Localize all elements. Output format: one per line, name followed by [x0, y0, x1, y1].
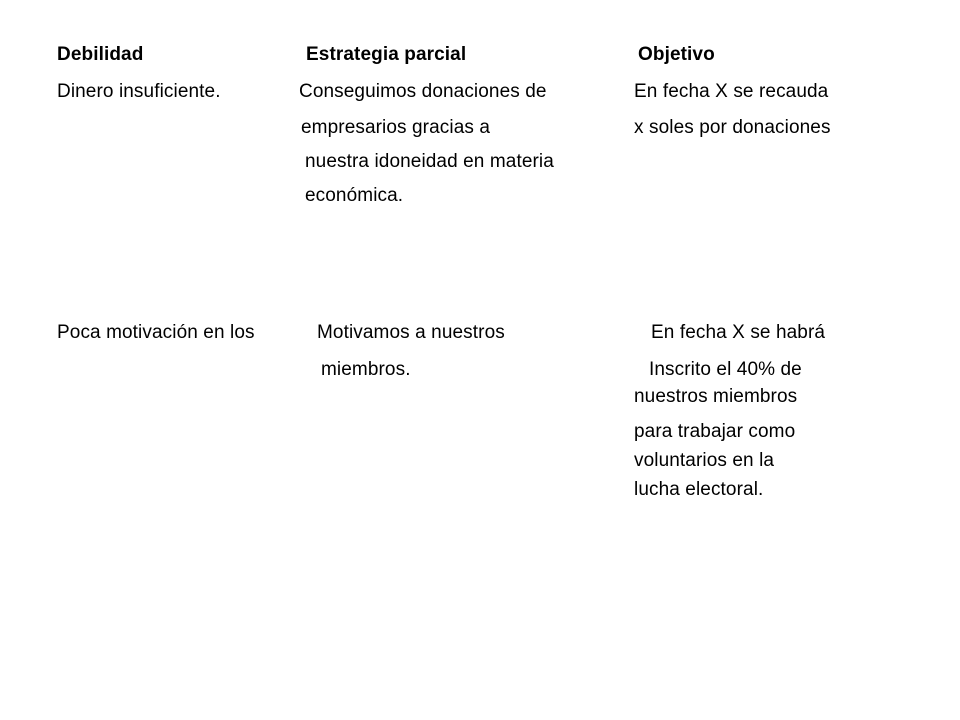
header-objetivo: Objetivo: [638, 44, 715, 65]
row1-objetivo-line1: En fecha X se recauda: [634, 81, 829, 102]
row1-estrategia-line2: empresarios gracias a: [301, 117, 491, 138]
header-estrategia-parcial: Estrategia parcial: [306, 44, 467, 65]
row1-estrategia-line4: económica.: [305, 185, 404, 206]
row1-estrategia-line3: nuestra idoneidad en materia: [305, 151, 554, 172]
row2-estrategia-line1: Motivamos a nuestros: [317, 322, 505, 343]
row1-estrategia-line1: Conseguimos donaciones de: [299, 81, 547, 102]
row2-objetivo-line3: nuestros miembros: [634, 386, 798, 407]
row2-objetivo-line4: para trabajar como: [634, 421, 796, 442]
row1-debilidad-line1: Dinero insuficiente.: [57, 81, 221, 102]
header-debilidad: Debilidad: [57, 44, 144, 65]
row2-objetivo-line5: voluntarios en la: [634, 450, 775, 471]
row2-debilidad-line1: Poca motivación en los: [57, 322, 255, 343]
row2-objetivo-line1: En fecha X se habrá: [651, 322, 826, 343]
row2-estrategia-line2: miembros.: [321, 359, 411, 380]
row2-objetivo-line6: lucha electoral.: [634, 479, 764, 500]
row1-objetivo-line2: x soles por donaciones: [634, 117, 831, 138]
row2-objetivo-line2: Inscrito el 40% de: [649, 359, 802, 380]
